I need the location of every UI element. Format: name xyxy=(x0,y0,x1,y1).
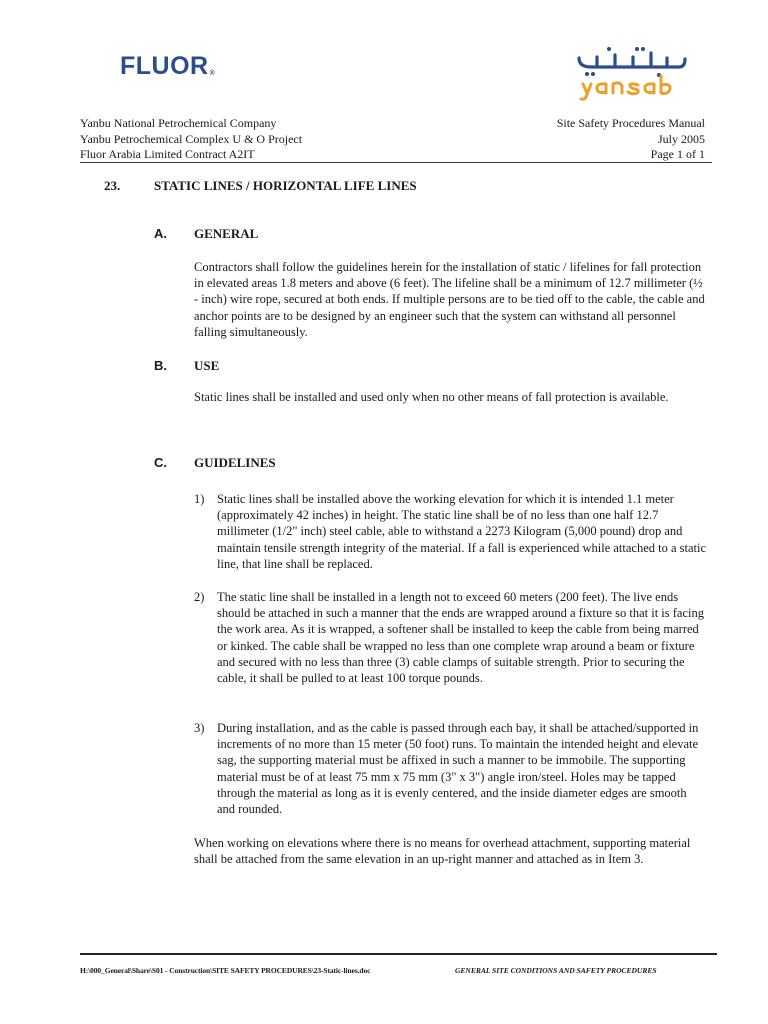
subsection-c-letter: C. xyxy=(154,455,167,470)
subsection-a-title: GENERAL xyxy=(194,226,259,241)
header-divider xyxy=(80,162,712,163)
contract-name: Fluor Arabia Limited Contract A2IT xyxy=(80,147,255,161)
guideline-3-number: 3) xyxy=(194,721,205,735)
registered-mark: ® xyxy=(209,70,216,77)
subsection-b-letter: B. xyxy=(154,358,167,373)
guideline-2-number: 2) xyxy=(194,590,205,604)
project-name: Yanbu Petrochemical Complex U & O Project xyxy=(80,131,303,146)
general-paragraph: Contractors shall follow the guidelines herein for the installation of static / lifelines for fall protection in elevated areas 1.8 meters and above (6 feet). The lifeline shall be a minimum of 12.7 millimeter (½ - inch) wire rope, secured at both ends. If multiple persons are to be tied off to the cable, the cable and anchor points are to be designed by an engineer such that the system can withstand all personnel falling simultaneously. xyxy=(194,260,705,339)
footer-file-path: H:\000_General\Share\S01 - Construction\SITE SAFETY PROCEDURES\23-Static-lines.doc xyxy=(80,966,371,975)
footer-divider xyxy=(80,953,717,955)
closing-paragraph: When working on elevations where there is no means for overhead attachment, supporting material shall be attached from the same elevation in an up-right manner and attached as in Item 3. xyxy=(194,836,691,867)
subsection-c-title: GUIDELINES xyxy=(194,455,276,470)
manual-title: Site Safety Procedures Manual xyxy=(556,116,705,130)
guideline-1-text: Static lines shall be installed above the working elevation for which it is intended 1.1 meter (approximately 42 inches) in height. The static line shall be of no less than one half 12.7 millimeter (1/2" inch) steel cable, able to withstand a 2273 Kilogram (5,000 pound) drop and maintain tensile strength integrity of the material. If a fall is experienced while attached to a static line, that line shall be replaced. xyxy=(217,492,707,571)
subsection-a-letter: A. xyxy=(154,226,167,241)
section-title: STATIC LINES / HORIZONTAL LIFE LINES xyxy=(154,178,417,193)
yansab-logo xyxy=(575,40,690,102)
footer-title: GENERAL SITE CONDITIONS AND SAFETY PROCEDURES xyxy=(455,966,657,975)
fluor-logo-text: FLUOR xyxy=(120,52,209,80)
fluor-logo xyxy=(120,52,215,81)
guideline-1-number: 1) xyxy=(194,492,205,506)
company-name: Yanbu National Petrochemical Company xyxy=(80,116,277,130)
document-date: July 2005 xyxy=(657,131,705,146)
use-paragraph: Static lines shall be installed and used only when no other means of fall protection is available. xyxy=(194,390,669,404)
section-number: 23. xyxy=(104,178,121,193)
guideline-2-text: The static line shall be installed in a length not to exceed 60 meters (200 feet). The live ends should be attached in such a manner that the ends are wrapped around a fixture so that it is facing the work area. As it is wrapped, a softener shall be installed to keep the cable from being marred or kinked. The cable shall be wrapped no less than one complete wrap around a beam or fixture and secured with no less than three (3) cable clamps of suitable strength. Prior to securing the cable, it shall be pulled to at least 100 torque pounds. xyxy=(217,590,704,686)
header-left-block xyxy=(80,116,302,163)
header-right-block xyxy=(557,116,705,163)
page-number: Page 1 of 1 xyxy=(650,147,705,161)
guideline-3-text: During installation, and as the cable is passed through each bay, it shall be attached/supported in increments of no more than 15 meter (50 foot) runs. To maintain the intended height and elevate sag, the supporting material must be affixed in such a manner to be immobile. The supporting material must be of at least 75 mm x 75 mm (3" x 3") angle iron/steel. Holes may be tapped through the material as long as it is evenly centered, and the inside diameter edges are smooth and rounded. xyxy=(217,721,699,817)
subsection-b-title: USE xyxy=(194,358,220,373)
